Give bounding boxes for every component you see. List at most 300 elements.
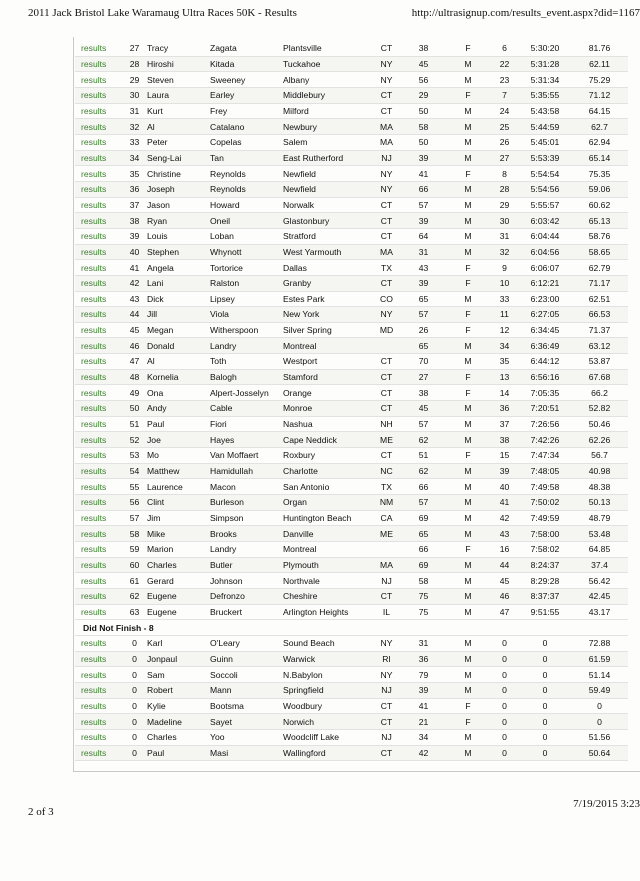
results-link[interactable]: results	[75, 588, 122, 604]
city-cell: Springfield	[283, 682, 372, 698]
time-cell: 5:55:57	[519, 197, 571, 213]
state-cell: CT	[372, 714, 401, 730]
rank-cell: 52.82	[571, 401, 628, 417]
results-link[interactable]: results	[75, 150, 122, 166]
results-link[interactable]: results	[75, 416, 122, 432]
last-name-cell: Tortorice	[210, 260, 283, 276]
age-cell: 69	[401, 510, 446, 526]
last-name-cell: Fiori	[210, 416, 283, 432]
city-cell: Tuckahoe	[283, 56, 372, 72]
results-link[interactable]: results	[75, 495, 122, 511]
time-cell: 0	[519, 729, 571, 745]
gender-place-cell: 12	[490, 322, 519, 338]
time-cell: 6:03:42	[519, 213, 571, 229]
time-cell: 7:48:05	[519, 463, 571, 479]
city-cell: Wallingford	[283, 745, 372, 761]
time-cell: 0	[519, 745, 571, 761]
results-link[interactable]: results	[75, 448, 122, 464]
gender-cell: M	[446, 197, 490, 213]
time-cell: 7:20:51	[519, 401, 571, 417]
results-link[interactable]: results	[75, 322, 122, 338]
state-cell: NY	[372, 166, 401, 182]
city-cell: Estes Park	[283, 291, 372, 307]
state-cell: CT	[372, 745, 401, 761]
table-row	[75, 729, 628, 745]
place-cell: 42	[122, 275, 147, 291]
results-link[interactable]: results	[75, 338, 122, 354]
results-link[interactable]: results	[75, 244, 122, 260]
age-cell: 62	[401, 463, 446, 479]
results-link[interactable]: results	[75, 134, 122, 150]
first-name-cell: Al	[147, 354, 210, 370]
age-cell: 39	[401, 275, 446, 291]
city-cell: Stamford	[283, 369, 372, 385]
place-cell: 45	[122, 322, 147, 338]
first-name-cell: Laura	[147, 87, 210, 103]
last-name-cell: Johnson	[210, 573, 283, 589]
results-link[interactable]: results	[75, 72, 122, 88]
gender-cell: M	[446, 573, 490, 589]
results-link[interactable]: results	[75, 510, 122, 526]
results-link[interactable]: results	[75, 275, 122, 291]
rank-cell: 65.13	[571, 213, 628, 229]
results-link[interactable]: results	[75, 463, 122, 479]
gender-place-cell: 31	[490, 228, 519, 244]
gender-place-cell: 15	[490, 448, 519, 464]
age-cell: 29	[401, 87, 446, 103]
print-footer-page: 2 of 3	[28, 806, 54, 818]
age-cell: 21	[401, 714, 446, 730]
gender-cell: F	[446, 87, 490, 103]
state-cell: NC	[372, 463, 401, 479]
time-cell: 7:47:34	[519, 448, 571, 464]
rank-cell: 67.68	[571, 369, 628, 385]
place-cell: 29	[122, 72, 147, 88]
city-cell: Huntington Beach	[283, 510, 372, 526]
place-cell: 62	[122, 588, 147, 604]
state-cell: CT	[372, 41, 401, 56]
gender-place-cell: 8	[490, 166, 519, 182]
first-name-cell: Seng-Lai	[147, 150, 210, 166]
age-cell: 45	[401, 56, 446, 72]
state-cell: NJ	[372, 682, 401, 698]
first-name-cell: Charles	[147, 557, 210, 573]
age-cell: 57	[401, 307, 446, 323]
rank-cell: 59.49	[571, 682, 628, 698]
table-row	[75, 542, 628, 558]
rank-cell: 42.45	[571, 588, 628, 604]
age-cell: 39	[401, 150, 446, 166]
last-name-cell: Whynott	[210, 244, 283, 260]
results-link[interactable]: results	[75, 87, 122, 103]
table-row	[75, 698, 628, 714]
gender-cell: M	[446, 635, 490, 651]
results-link[interactable]: results	[75, 197, 122, 213]
gender-place-cell: 0	[490, 635, 519, 651]
gender-cell: M	[446, 463, 490, 479]
gender-place-cell: 6	[490, 41, 519, 56]
results-link[interactable]: results	[75, 385, 122, 401]
last-name-cell: Mann	[210, 682, 283, 698]
results-link[interactable]: results	[75, 56, 122, 72]
rank-cell: 62.26	[571, 432, 628, 448]
results-link[interactable]: results	[75, 432, 122, 448]
gender-cell: M	[446, 604, 490, 620]
first-name-cell: Louis	[147, 228, 210, 244]
gender-cell: M	[446, 72, 490, 88]
gender-place-cell: 32	[490, 244, 519, 260]
city-cell: Organ	[283, 495, 372, 511]
results-table	[75, 41, 628, 761]
age-cell: 38	[401, 41, 446, 56]
print-footer-datetime: 7/19/2015 3:23	[573, 798, 640, 810]
first-name-cell: Lani	[147, 275, 210, 291]
gender-cell: M	[446, 557, 490, 573]
age-cell: 36	[401, 651, 446, 667]
first-name-cell: Kylie	[147, 698, 210, 714]
place-cell: 36	[122, 181, 147, 197]
gender-place-cell: 45	[490, 573, 519, 589]
place-cell: 35	[122, 166, 147, 182]
table-row	[75, 635, 628, 651]
table-row	[75, 213, 628, 229]
last-name-cell: Oneil	[210, 213, 283, 229]
state-cell: NY	[372, 667, 401, 683]
table-row	[75, 244, 628, 260]
place-cell: 0	[122, 745, 147, 761]
rank-cell: 62.94	[571, 134, 628, 150]
city-cell: Montreal	[283, 542, 372, 558]
table-row	[75, 41, 628, 56]
last-name-cell: Macon	[210, 479, 283, 495]
gender-cell: M	[446, 651, 490, 667]
table-row	[75, 495, 628, 511]
first-name-cell: Tracy	[147, 41, 210, 56]
gender-place-cell: 14	[490, 385, 519, 401]
city-cell: Newfield	[283, 181, 372, 197]
first-name-cell: Ryan	[147, 213, 210, 229]
city-cell: San Antonio	[283, 479, 372, 495]
state-cell: CT	[372, 385, 401, 401]
age-cell: 58	[401, 573, 446, 589]
last-name-cell: Witherspoon	[210, 322, 283, 338]
state-cell: NY	[372, 56, 401, 72]
time-cell: 7:49:59	[519, 510, 571, 526]
state-cell	[372, 338, 401, 354]
table-row	[75, 557, 628, 573]
results-link[interactable]: results	[75, 526, 122, 542]
table-row	[75, 72, 628, 88]
age-cell: 26	[401, 322, 446, 338]
time-cell: 5:30:20	[519, 41, 571, 56]
rank-cell: 56.7	[571, 448, 628, 464]
last-name-cell: Landry	[210, 542, 283, 558]
place-cell: 27	[122, 41, 147, 56]
first-name-cell: Sam	[147, 667, 210, 683]
time-cell: 6:56:16	[519, 369, 571, 385]
gender-place-cell: 24	[490, 103, 519, 119]
results-link[interactable]: results	[75, 667, 122, 683]
table-row	[75, 745, 628, 761]
last-name-cell: Howard	[210, 197, 283, 213]
rank-cell: 50.13	[571, 495, 628, 511]
results-link[interactable]: results	[75, 542, 122, 558]
gender-place-cell: 7	[490, 87, 519, 103]
gender-place-cell: 10	[490, 275, 519, 291]
results-link[interactable]: results	[75, 479, 122, 495]
age-cell: 41	[401, 698, 446, 714]
age-cell: 66	[401, 181, 446, 197]
state-cell: NY	[372, 635, 401, 651]
gender-place-cell: 46	[490, 588, 519, 604]
table-row	[75, 354, 628, 370]
age-cell: 64	[401, 228, 446, 244]
age-cell: 45	[401, 401, 446, 417]
place-cell: 54	[122, 463, 147, 479]
state-cell: TX	[372, 479, 401, 495]
gender-cell: F	[446, 166, 490, 182]
place-cell: 58	[122, 526, 147, 542]
gender-cell: F	[446, 41, 490, 56]
gender-place-cell: 26	[490, 134, 519, 150]
gender-place-cell: 23	[490, 72, 519, 88]
results-link[interactable]: results	[75, 573, 122, 589]
city-cell: Stratford	[283, 228, 372, 244]
place-cell: 44	[122, 307, 147, 323]
state-cell: CT	[372, 213, 401, 229]
time-cell: 5:54:54	[519, 166, 571, 182]
time-cell: 6:27:05	[519, 307, 571, 323]
gender-cell: M	[446, 150, 490, 166]
age-cell: 75	[401, 588, 446, 604]
last-name-cell: Guinn	[210, 651, 283, 667]
state-cell: MA	[372, 244, 401, 260]
table-row	[75, 510, 628, 526]
first-name-cell: Jason	[147, 197, 210, 213]
time-cell: 0	[519, 714, 571, 730]
rank-cell: 48.79	[571, 510, 628, 526]
place-cell: 51	[122, 416, 147, 432]
time-cell: 6:06:07	[519, 260, 571, 276]
table-row	[75, 448, 628, 464]
state-cell: NY	[372, 72, 401, 88]
rank-cell: 43.17	[571, 604, 628, 620]
gender-cell: M	[446, 667, 490, 683]
results-link[interactable]: results	[75, 291, 122, 307]
state-cell: CO	[372, 291, 401, 307]
gender-cell: F	[446, 369, 490, 385]
table-row	[75, 604, 628, 620]
results-link[interactable]: results	[75, 682, 122, 698]
table-row	[75, 291, 628, 307]
time-cell: 0	[519, 698, 571, 714]
last-name-cell: Soccoli	[210, 667, 283, 683]
dnf-body	[75, 635, 628, 760]
gender-place-cell: 41	[490, 495, 519, 511]
time-cell: 8:24:37	[519, 557, 571, 573]
place-cell: 28	[122, 56, 147, 72]
gender-cell: M	[446, 228, 490, 244]
time-cell: 8:37:37	[519, 588, 571, 604]
time-cell: 6:12:21	[519, 275, 571, 291]
gender-place-cell: 35	[490, 354, 519, 370]
last-name-cell: Yoo	[210, 729, 283, 745]
results-link[interactable]: results	[75, 213, 122, 229]
results-link[interactable]: results	[75, 714, 122, 730]
age-cell: 51	[401, 448, 446, 464]
first-name-cell: Stephen	[147, 244, 210, 260]
results-link[interactable]: results	[75, 307, 122, 323]
state-cell: CT	[372, 401, 401, 417]
first-name-cell: Angela	[147, 260, 210, 276]
place-cell: 0	[122, 682, 147, 698]
city-cell: Dallas	[283, 260, 372, 276]
gender-place-cell: 0	[490, 667, 519, 683]
table-row	[75, 228, 628, 244]
first-name-cell: Matthew	[147, 463, 210, 479]
results-link[interactable]: results	[75, 228, 122, 244]
first-name-cell: Mike	[147, 526, 210, 542]
gender-place-cell: 43	[490, 526, 519, 542]
age-cell: 31	[401, 244, 446, 260]
gender-place-cell: 34	[490, 338, 519, 354]
gender-place-cell: 30	[490, 213, 519, 229]
first-name-cell: Al	[147, 119, 210, 135]
time-cell: 5:35:55	[519, 87, 571, 103]
city-cell: Monroe	[283, 401, 372, 417]
last-name-cell: Sweeney	[210, 72, 283, 88]
age-cell: 79	[401, 667, 446, 683]
time-cell: 9:51:55	[519, 604, 571, 620]
gender-place-cell: 39	[490, 463, 519, 479]
table-row	[75, 401, 628, 417]
age-cell: 75	[401, 604, 446, 620]
gender-place-cell: 13	[490, 369, 519, 385]
first-name-cell: Paul	[147, 416, 210, 432]
place-cell: 37	[122, 197, 147, 213]
last-name-cell: Cable	[210, 401, 283, 417]
results-link[interactable]: results	[75, 729, 122, 745]
place-cell: 0	[122, 651, 147, 667]
last-name-cell: Toth	[210, 354, 283, 370]
rank-cell: 58.76	[571, 228, 628, 244]
gender-cell: M	[446, 119, 490, 135]
results-link[interactable]: results	[75, 354, 122, 370]
place-cell: 61	[122, 573, 147, 589]
gender-cell: F	[446, 322, 490, 338]
gender-place-cell: 11	[490, 307, 519, 323]
city-cell: Woodcliff Lake	[283, 729, 372, 745]
table-row	[75, 197, 628, 213]
rank-cell: 62.7	[571, 119, 628, 135]
rank-cell: 40.98	[571, 463, 628, 479]
gender-place-cell: 0	[490, 745, 519, 761]
time-cell: 5:31:34	[519, 72, 571, 88]
results-link[interactable]: results	[75, 119, 122, 135]
rank-cell: 48.38	[571, 479, 628, 495]
last-name-cell: Brooks	[210, 526, 283, 542]
age-cell: 43	[401, 260, 446, 276]
city-cell: Glastonbury	[283, 213, 372, 229]
rank-cell: 72.88	[571, 635, 628, 651]
dnf-section	[75, 620, 628, 636]
rank-cell: 59.06	[571, 181, 628, 197]
table-row	[75, 103, 628, 119]
place-cell: 30	[122, 87, 147, 103]
gender-place-cell: 0	[490, 682, 519, 698]
city-cell: Granby	[283, 275, 372, 291]
results-link[interactable]: results	[75, 103, 122, 119]
results-link[interactable]: results	[75, 745, 122, 761]
time-cell: 5:44:59	[519, 119, 571, 135]
results-link[interactable]: results	[75, 181, 122, 197]
first-name-cell: Mo	[147, 448, 210, 464]
age-cell: 41	[401, 166, 446, 182]
gender-place-cell: 47	[490, 604, 519, 620]
state-cell: CT	[372, 87, 401, 103]
age-cell: 38	[401, 385, 446, 401]
time-cell: 7:58:00	[519, 526, 571, 542]
table-row	[75, 260, 628, 276]
first-name-cell: Marion	[147, 542, 210, 558]
city-cell: East Rutherford	[283, 150, 372, 166]
results-link[interactable]: results	[75, 401, 122, 417]
city-cell: Newfield	[283, 166, 372, 182]
table-row	[75, 369, 628, 385]
place-cell: 39	[122, 228, 147, 244]
time-cell: 0	[519, 682, 571, 698]
results-link[interactable]: results	[75, 41, 122, 56]
table-row	[75, 651, 628, 667]
place-cell: 55	[122, 479, 147, 495]
results-link[interactable]: results	[75, 651, 122, 667]
first-name-cell: Kurt	[147, 103, 210, 119]
gender-place-cell: 33	[490, 291, 519, 307]
time-cell: 5:45:01	[519, 134, 571, 150]
place-cell: 46	[122, 338, 147, 354]
gender-cell: M	[446, 729, 490, 745]
last-name-cell: Bootsma	[210, 698, 283, 714]
table-row	[75, 463, 628, 479]
last-name-cell: Alpert-Josselyn	[210, 385, 283, 401]
results-link[interactable]: results	[75, 635, 122, 651]
city-cell: Plantsville	[283, 41, 372, 56]
results-link[interactable]: results	[75, 698, 122, 714]
results-link[interactable]: results	[75, 604, 122, 620]
place-cell: 34	[122, 150, 147, 166]
last-name-cell: Copelas	[210, 134, 283, 150]
results-link[interactable]: results	[75, 260, 122, 276]
rank-cell: 0	[571, 698, 628, 714]
rank-cell: 56.42	[571, 573, 628, 589]
rank-cell: 71.37	[571, 322, 628, 338]
place-cell: 48	[122, 369, 147, 385]
state-cell: CT	[372, 448, 401, 464]
first-name-cell: Laurence	[147, 479, 210, 495]
results-link[interactable]: results	[75, 557, 122, 573]
results-link[interactable]: results	[75, 166, 122, 182]
time-cell: 5:31:28	[519, 56, 571, 72]
results-link[interactable]: results	[75, 369, 122, 385]
last-name-cell: Reynolds	[210, 181, 283, 197]
place-cell: 31	[122, 103, 147, 119]
last-name-cell: Sayet	[210, 714, 283, 730]
time-cell: 7:50:02	[519, 495, 571, 511]
age-cell: 62	[401, 432, 446, 448]
city-cell: Charlotte	[283, 463, 372, 479]
age-cell: 65	[401, 338, 446, 354]
city-cell: New York	[283, 307, 372, 323]
